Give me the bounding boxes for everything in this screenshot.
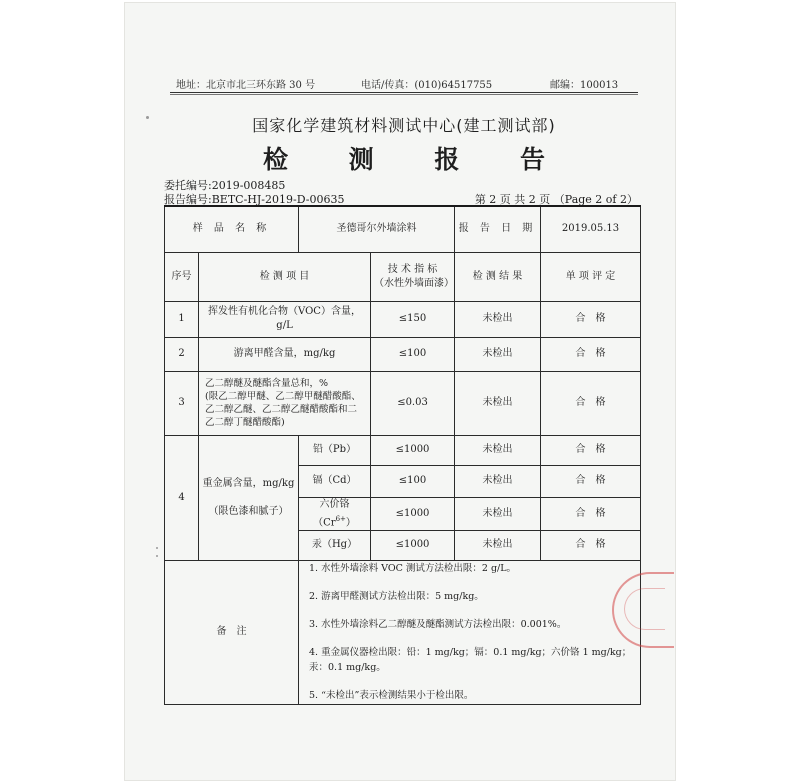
row-index: 1 <box>165 301 199 337</box>
commission-number: 委托编号:2019-008485 <box>164 179 286 192</box>
row-item-line: (限乙二醇甲醚、乙二醇甲醚醋酸酯、 <box>205 391 361 402</box>
row-result: 未检出 <box>455 497 541 530</box>
row-spec: ≤1000 <box>371 530 455 560</box>
row-rating: 合 格 <box>541 301 641 337</box>
red-seal-stamp-inner <box>624 588 665 630</box>
sample-name-value: 圣德哥尔外墙涂料 <box>299 206 455 252</box>
table-row <box>165 301 641 337</box>
row-rating: 合 格 <box>541 465 641 497</box>
table-row <box>165 337 641 371</box>
remark-item: 3. 水性外墙涂料乙二醇醚及醚酯测试方法检出限：0.001%。 <box>309 619 567 631</box>
row-spec: ≤100 <box>371 337 455 371</box>
header-spec-line2: （水性外墙面漆） <box>374 277 455 289</box>
paper-speck <box>156 547 158 549</box>
heavy-metals-item-line2: （限色漆和腻子） <box>208 505 289 517</box>
row-item-line: 乙二醇丁醚醋酸酯) <box>205 417 285 428</box>
row-spec: ≤1000 <box>371 497 455 530</box>
address-text: 地址：北京市北三环东路 30 号 <box>176 80 316 91</box>
letterhead <box>176 76 631 92</box>
remark-item: 2. 游离甲醛测试方法检出限：5 mg/kg。 <box>309 591 484 603</box>
phone-text: 电话/传真：(010)64517755 <box>361 80 493 91</box>
table-header-row <box>165 252 641 301</box>
report-date-value: 2019.05.13 <box>541 206 641 252</box>
row-index: 4 <box>165 435 199 560</box>
header-index: 序号 <box>165 252 199 301</box>
metal-name <box>299 497 371 530</box>
remarks-row <box>165 560 641 704</box>
report-number: 报告编号:BETC-HJ-2019-D-00635 <box>164 193 345 206</box>
metal-name-end: ） <box>345 516 356 528</box>
remark-item: 5. “未检出”表示检测结果小于检出限。 <box>309 690 474 702</box>
row-rating: 合 格 <box>541 371 641 435</box>
document-title: 检 测 报 告 <box>262 145 572 174</box>
row-result: 未检出 <box>455 371 541 435</box>
header-spec-line1: 技 术 指 标 <box>387 263 438 275</box>
metal-name-superscript: 6+ <box>335 514 346 523</box>
header-result: 检 测 结 果 <box>455 252 541 301</box>
row-spec: ≤150 <box>371 301 455 337</box>
postcode-text: 邮编：100013 <box>550 80 619 91</box>
row-result: 未检出 <box>455 435 541 465</box>
row-spec: ≤1000 <box>371 435 455 465</box>
row-rating: 合 格 <box>541 337 641 371</box>
page-indicator: 第 2 页 共 2 页 （Page 2 of 2） <box>474 193 638 206</box>
remarks-label: 备 注 <box>165 560 299 704</box>
remark-item: 4. 重金属仪器检出限：铅：1 mg/kg；镉：0.1 mg/kg；六价铬 1 mg/kg；汞：0.1 mg/kg。 <box>309 647 632 674</box>
row-item: 挥发性有机化合物（VOC）含量，g/L <box>199 301 371 337</box>
remark-item: 1. 水性外墙涂料 VOC 测试方法检出限：2 g/L。 <box>309 563 517 575</box>
row-spec: ≤0.03 <box>371 371 455 435</box>
row-rating: 合 格 <box>541 530 641 560</box>
remarks-list <box>299 560 641 704</box>
row-rating: 合 格 <box>541 435 641 465</box>
table-row <box>165 435 641 465</box>
metal-name: 铅（Pb） <box>299 435 371 465</box>
row-item-line: 乙二醇醚及醚酯含量总和，% <box>205 378 329 389</box>
header-item: 检 测 项 目 <box>199 252 371 301</box>
paper-speck <box>146 116 149 119</box>
row-result: 未检出 <box>455 337 541 371</box>
row-item-line: 乙二醇乙醚、乙二醇乙醚醋酸酯和二 <box>205 404 358 415</box>
row-index: 3 <box>165 371 199 435</box>
letterhead-rule-thin <box>170 94 638 95</box>
heavy-metals-item-line1: 重金属含量，mg/kg <box>202 477 295 489</box>
header-spec <box>371 252 455 301</box>
header-rating: 单 项 评 定 <box>541 252 641 301</box>
heavy-metals-item <box>199 435 299 560</box>
row-rating: 合 格 <box>541 497 641 530</box>
sample-name-label: 样 品 名 称 <box>165 206 299 252</box>
row-index: 2 <box>165 337 199 371</box>
report-date-label: 报 告 日 期 <box>455 206 541 252</box>
table-row <box>165 371 641 435</box>
metal-name-text: 六价铬（Cr <box>313 498 350 528</box>
row-result: 未检出 <box>455 301 541 337</box>
sample-row <box>165 206 641 252</box>
letterhead-rule <box>170 92 638 93</box>
row-item: 游离甲醛含量，mg/kg <box>199 337 371 371</box>
row-spec: ≤100 <box>371 465 455 497</box>
metal-name: 镉（Cd） <box>299 465 371 497</box>
organization-name: 国家化学建筑材料测试中心(建工测试部) <box>252 116 556 135</box>
test-results-table <box>164 205 641 705</box>
metal-name: 汞（Hg） <box>299 530 371 560</box>
paper-speck <box>156 555 158 557</box>
row-item <box>199 371 371 435</box>
row-result: 未检出 <box>455 530 541 560</box>
row-result: 未检出 <box>455 465 541 497</box>
